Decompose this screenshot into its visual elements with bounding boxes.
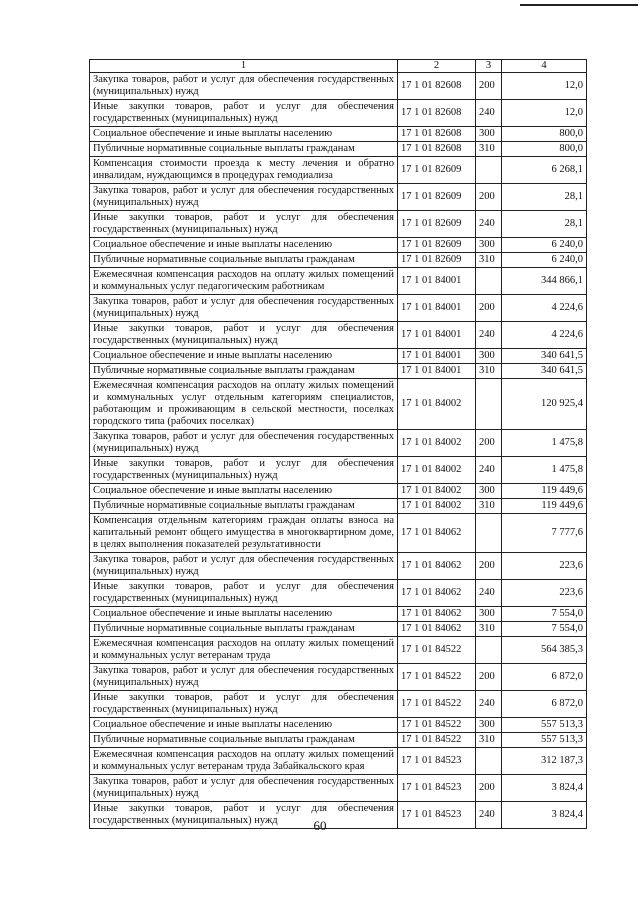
row-code-cell: 17 1 01 84062 xyxy=(398,553,476,580)
table-row xyxy=(90,514,587,553)
row-expense-type-cell: 240 xyxy=(476,457,502,484)
row-amount-cell: 340 641,5 xyxy=(502,349,587,364)
row-name-cell: Закупка товаров, работ и услуг для обеспечения государственных (муниципальных) нужд xyxy=(90,664,398,691)
row-name-cell: Иные закупки товаров, работ и услуг для обеспечения государственных (муниципальных) нужд xyxy=(90,580,398,607)
table-row xyxy=(90,718,587,733)
row-expense-type-cell: 300 xyxy=(476,238,502,253)
table-row xyxy=(90,127,587,142)
row-code-cell: 17 1 01 84522 xyxy=(398,733,476,748)
table-row xyxy=(90,691,587,718)
table-row xyxy=(90,295,587,322)
row-expense-type-cell: 200 xyxy=(476,73,502,100)
row-expense-type-cell xyxy=(476,748,502,775)
row-code-cell: 17 1 01 84001 xyxy=(398,268,476,295)
row-code-cell: 17 1 01 82609 xyxy=(398,253,476,268)
row-amount-cell: 7 554,0 xyxy=(502,607,587,622)
row-code-cell: 17 1 01 84002 xyxy=(398,430,476,457)
row-code-cell: 17 1 01 84062 xyxy=(398,622,476,637)
row-name-cell: Публичные нормативные социальные выплаты гражданам xyxy=(90,733,398,748)
row-name-cell: Публичные нормативные социальные выплаты гражданам xyxy=(90,622,398,637)
row-code-cell: 17 1 01 84062 xyxy=(398,514,476,553)
row-expense-type-cell: 240 xyxy=(476,100,502,127)
row-code-cell: 17 1 01 84523 xyxy=(398,802,476,829)
row-name-cell: Закупка товаров, работ и услуг для обеспечения государственных (муниципальных) нужд xyxy=(90,73,398,100)
row-expense-type-cell: 240 xyxy=(476,802,502,829)
row-amount-cell: 3 824,4 xyxy=(502,775,587,802)
table-row xyxy=(90,379,587,430)
row-expense-type-cell: 200 xyxy=(476,553,502,580)
row-name-cell: Закупка товаров, работ и услуг для обеспечения государственных (муниципальных) нужд xyxy=(90,184,398,211)
row-amount-cell: 557 513,3 xyxy=(502,718,587,733)
row-expense-type-cell: 310 xyxy=(476,499,502,514)
row-name-cell: Ежемесячная компенсация расходов на оплату жилых помещений и коммунальных услуг ветеранам труда xyxy=(90,637,398,664)
row-expense-type-cell xyxy=(476,637,502,664)
row-name-cell: Социальное обеспечение и иные выплаты населению xyxy=(90,349,398,364)
row-amount-cell: 28,1 xyxy=(502,184,587,211)
row-amount-cell: 6 268,1 xyxy=(502,157,587,184)
table-row xyxy=(90,664,587,691)
row-code-cell: 17 1 01 84002 xyxy=(398,457,476,484)
header-col-1: 1 xyxy=(90,60,398,73)
header-col-3: 3 xyxy=(476,60,502,73)
row-name-cell: Ежемесячная компенсация расходов на оплату жилых помещений и коммунальных услуг ветеранам труда Забайкальского края xyxy=(90,748,398,775)
row-name-cell: Закупка товаров, работ и услуг для обеспечения государственных (муниципальных) нужд xyxy=(90,295,398,322)
row-amount-cell: 119 449,6 xyxy=(502,484,587,499)
row-name-cell: Компенсация отдельным категориям граждан оплаты взноса на капитальный ремонт общего имущества в многоквартирном доме, в целях выполнения показателей результативности xyxy=(90,514,398,553)
table-row xyxy=(90,349,587,364)
row-amount-cell: 4 224,6 xyxy=(502,295,587,322)
row-amount-cell: 344 866,1 xyxy=(502,268,587,295)
row-name-cell: Компенсация стоимости проезда к месту лечения и обратно инвалидам, нуждающимся в процедурах гемодиализа xyxy=(90,157,398,184)
top-edge-rule xyxy=(520,4,638,6)
row-name-cell: Социальное обеспечение и иные выплаты населению xyxy=(90,127,398,142)
table-row xyxy=(90,238,587,253)
table-row xyxy=(90,364,587,379)
row-name-cell: Иные закупки товаров, работ и услуг для обеспечения государственных (муниципальных) нужд xyxy=(90,322,398,349)
row-expense-type-cell: 300 xyxy=(476,718,502,733)
row-expense-type-cell: 310 xyxy=(476,364,502,379)
row-amount-cell: 12,0 xyxy=(502,100,587,127)
row-expense-type-cell: 310 xyxy=(476,733,502,748)
row-code-cell: 17 1 01 82608 xyxy=(398,127,476,142)
row-name-cell: Ежемесячная компенсация расходов на оплату жилых помещений и коммунальных услуг отдельным категориям специалистов, работающим и проживающим в сельской местности, поселках городского типа (рабочих поселках) xyxy=(90,379,398,430)
row-name-cell: Социальное обеспечение и иные выплаты населению xyxy=(90,718,398,733)
row-expense-type-cell: 300 xyxy=(476,127,502,142)
row-amount-cell: 6 240,0 xyxy=(502,253,587,268)
table-row xyxy=(90,484,587,499)
row-code-cell: 17 1 01 84062 xyxy=(398,607,476,622)
row-expense-type-cell: 240 xyxy=(476,691,502,718)
row-amount-cell: 800,0 xyxy=(502,127,587,142)
row-expense-type-cell: 200 xyxy=(476,430,502,457)
row-expense-type-cell xyxy=(476,379,502,430)
budget-table xyxy=(89,59,587,829)
row-code-cell: 17 1 01 84522 xyxy=(398,664,476,691)
row-amount-cell: 223,6 xyxy=(502,553,587,580)
row-code-cell: 17 1 01 84001 xyxy=(398,295,476,322)
row-name-cell: Закупка товаров, работ и услуг для обеспечения государственных (муниципальных) нужд xyxy=(90,553,398,580)
row-expense-type-cell: 300 xyxy=(476,607,502,622)
row-name-cell: Ежемесячная компенсация расходов на оплату жилых помещений и коммунальных услуг педагогическим работникам xyxy=(90,268,398,295)
row-name-cell: Закупка товаров, работ и услуг для обеспечения государственных (муниципальных) нужд xyxy=(90,430,398,457)
table-row xyxy=(90,184,587,211)
row-expense-type-cell xyxy=(476,514,502,553)
table-row xyxy=(90,157,587,184)
row-amount-cell: 28,1 xyxy=(502,211,587,238)
table-row xyxy=(90,553,587,580)
row-amount-cell: 223,6 xyxy=(502,580,587,607)
row-name-cell: Социальное обеспечение и иные выплаты населению xyxy=(90,238,398,253)
row-amount-cell: 6 872,0 xyxy=(502,664,587,691)
table-row xyxy=(90,733,587,748)
row-amount-cell: 120 925,4 xyxy=(502,379,587,430)
row-amount-cell: 800,0 xyxy=(502,142,587,157)
row-expense-type-cell: 200 xyxy=(476,295,502,322)
table-row xyxy=(90,211,587,238)
header-col-2: 2 xyxy=(398,60,476,73)
row-amount-cell: 564 385,3 xyxy=(502,637,587,664)
row-amount-cell: 4 224,6 xyxy=(502,322,587,349)
row-code-cell: 17 1 01 82609 xyxy=(398,157,476,184)
table-row xyxy=(90,430,587,457)
row-name-cell: Иные закупки товаров, работ и услуг для обеспечения государственных (муниципальных) нужд xyxy=(90,691,398,718)
table-header-row xyxy=(90,60,587,73)
row-expense-type-cell: 310 xyxy=(476,142,502,157)
row-expense-type-cell: 300 xyxy=(476,484,502,499)
row-expense-type-cell: 310 xyxy=(476,622,502,637)
row-code-cell: 17 1 01 84002 xyxy=(398,379,476,430)
row-name-cell: Иные закупки товаров, работ и услуг для обеспечения государственных (муниципальных) нужд xyxy=(90,100,398,127)
row-amount-cell: 312 187,3 xyxy=(502,748,587,775)
row-expense-type-cell: 240 xyxy=(476,211,502,238)
row-amount-cell: 12,0 xyxy=(502,73,587,100)
row-code-cell: 17 1 01 84522 xyxy=(398,718,476,733)
row-code-cell: 17 1 01 84002 xyxy=(398,499,476,514)
table-row xyxy=(90,607,587,622)
row-expense-type-cell xyxy=(476,157,502,184)
table-row xyxy=(90,268,587,295)
table-row xyxy=(90,580,587,607)
row-amount-cell: 7 554,0 xyxy=(502,622,587,637)
table-row xyxy=(90,142,587,157)
row-code-cell: 17 1 01 82609 xyxy=(398,184,476,211)
row-expense-type-cell: 240 xyxy=(476,580,502,607)
row-name-cell: Публичные нормативные социальные выплаты гражданам xyxy=(90,142,398,157)
row-code-cell: 17 1 01 82608 xyxy=(398,142,476,157)
table-row xyxy=(90,499,587,514)
row-code-cell: 17 1 01 84062 xyxy=(398,580,476,607)
table-row xyxy=(90,748,587,775)
row-code-cell: 17 1 01 82608 xyxy=(398,100,476,127)
row-amount-cell: 3 824,4 xyxy=(502,802,587,829)
row-amount-cell: 7 777,6 xyxy=(502,514,587,553)
row-expense-type-cell: 200 xyxy=(476,664,502,691)
row-amount-cell: 119 449,6 xyxy=(502,499,587,514)
table-row xyxy=(90,775,587,802)
table-row xyxy=(90,73,587,100)
header-col-4: 4 xyxy=(502,60,587,73)
row-code-cell: 17 1 01 82609 xyxy=(398,211,476,238)
row-expense-type-cell: 200 xyxy=(476,775,502,802)
table-row xyxy=(90,253,587,268)
row-name-cell: Публичные нормативные социальные выплаты гражданам xyxy=(90,499,398,514)
row-name-cell: Социальное обеспечение и иные выплаты населению xyxy=(90,607,398,622)
row-name-cell: Публичные нормативные социальные выплаты гражданам xyxy=(90,364,398,379)
row-expense-type-cell: 300 xyxy=(476,349,502,364)
row-amount-cell: 340 641,5 xyxy=(502,364,587,379)
row-name-cell: Социальное обеспечение и иные выплаты населению xyxy=(90,484,398,499)
row-code-cell: 17 1 01 84522 xyxy=(398,691,476,718)
row-expense-type-cell: 310 xyxy=(476,253,502,268)
row-amount-cell: 557 513,3 xyxy=(502,733,587,748)
row-code-cell: 17 1 01 84001 xyxy=(398,349,476,364)
row-code-cell: 17 1 01 82608 xyxy=(398,73,476,100)
table-row xyxy=(90,457,587,484)
row-name-cell: Иные закупки товаров, работ и услуг для обеспечения государственных (муниципальных) нужд xyxy=(90,211,398,238)
row-expense-type-cell: 200 xyxy=(476,184,502,211)
row-code-cell: 17 1 01 84522 xyxy=(398,637,476,664)
row-name-cell: Иные закупки товаров, работ и услуг для обеспечения государственных (муниципальных) нужд xyxy=(90,802,398,829)
row-name-cell: Иные закупки товаров, работ и услуг для обеспечения государственных (муниципальных) нужд xyxy=(90,457,398,484)
table-row xyxy=(90,622,587,637)
row-code-cell: 17 1 01 84523 xyxy=(398,775,476,802)
page-number: 60 xyxy=(313,818,327,833)
table-row xyxy=(90,100,587,127)
row-expense-type-cell xyxy=(476,268,502,295)
row-name-cell: Закупка товаров, работ и услуг для обеспечения государственных (муниципальных) нужд xyxy=(90,775,398,802)
row-code-cell: 17 1 01 84001 xyxy=(398,364,476,379)
row-code-cell: 17 1 01 84001 xyxy=(398,322,476,349)
row-amount-cell: 6 240,0 xyxy=(502,238,587,253)
row-amount-cell: 6 872,0 xyxy=(502,691,587,718)
row-amount-cell: 1 475,8 xyxy=(502,457,587,484)
row-code-cell: 17 1 01 84523 xyxy=(398,748,476,775)
row-code-cell: 17 1 01 84002 xyxy=(398,484,476,499)
row-amount-cell: 1 475,8 xyxy=(502,430,587,457)
table-row xyxy=(90,637,587,664)
table-row xyxy=(90,322,587,349)
row-expense-type-cell: 240 xyxy=(476,322,502,349)
row-name-cell: Публичные нормативные социальные выплаты гражданам xyxy=(90,253,398,268)
row-code-cell: 17 1 01 82609 xyxy=(398,238,476,253)
